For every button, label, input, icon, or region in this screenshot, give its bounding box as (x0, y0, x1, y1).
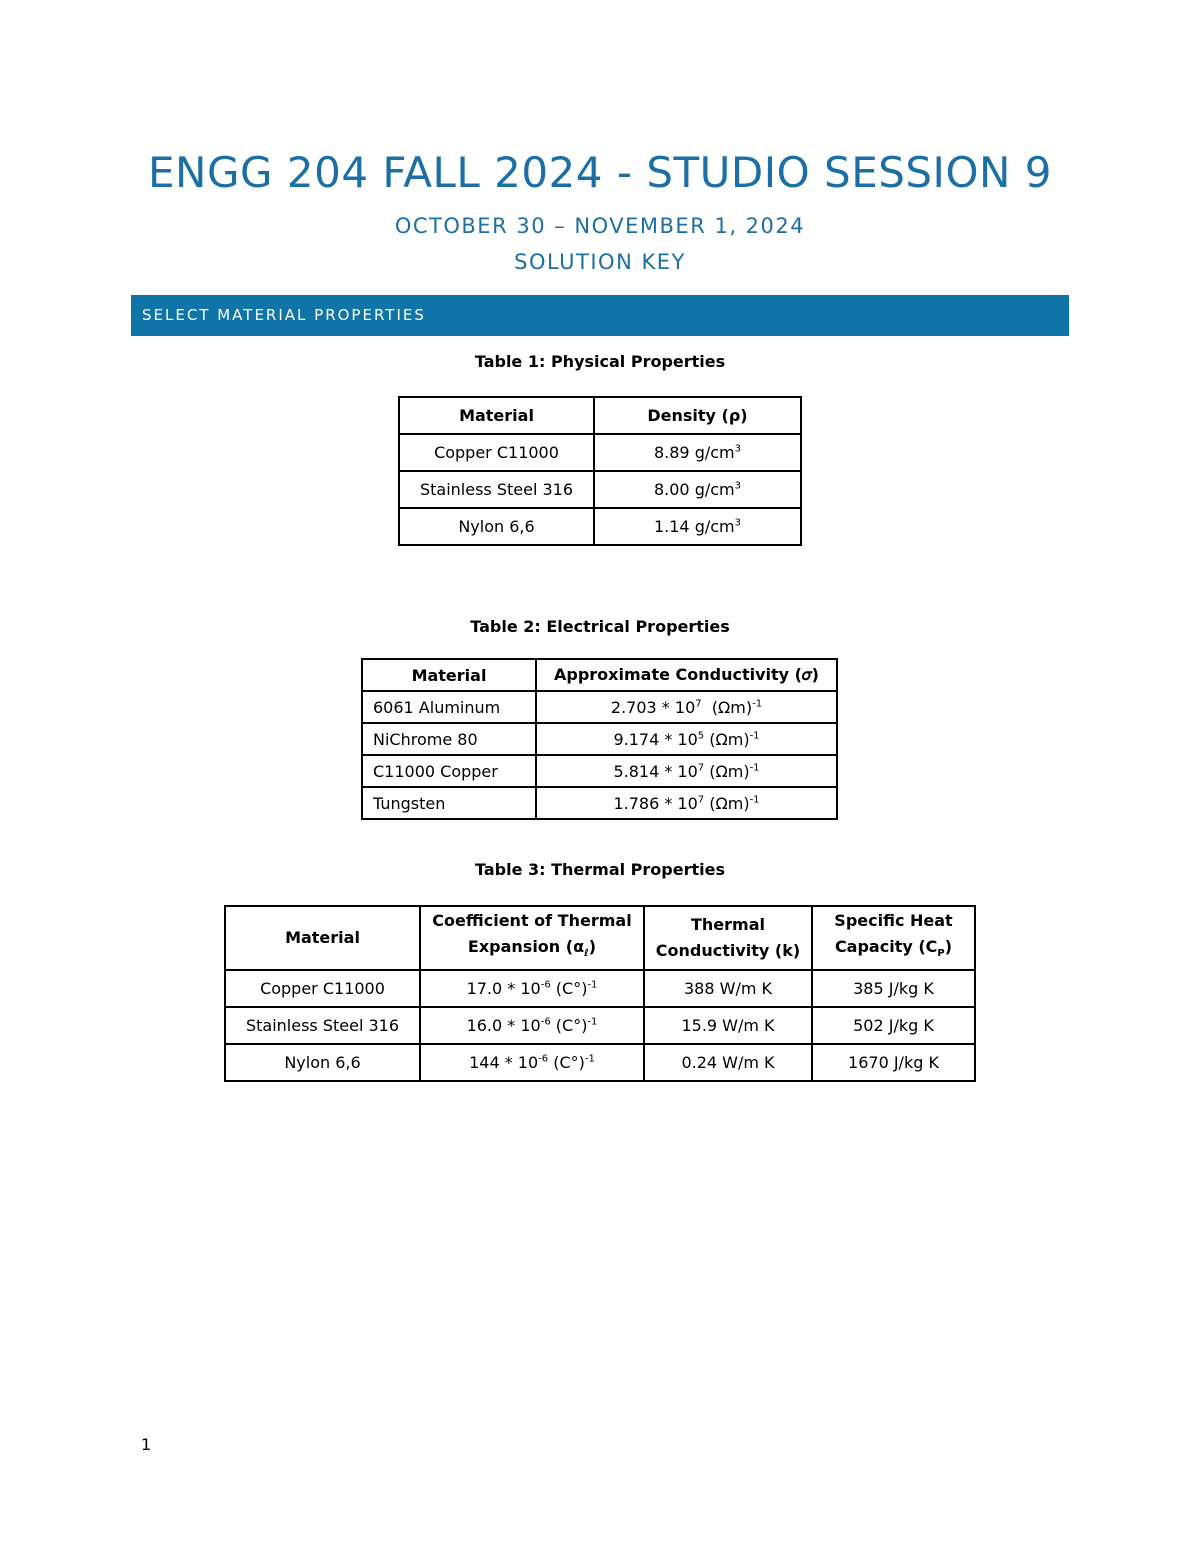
page-title: ENGG 204 FALL 2024 - STUDIO SESSION 9 (148, 148, 1052, 197)
column-header: Density (ρ) (594, 397, 801, 434)
column-header: Material (225, 906, 420, 970)
specific-heat-cell: 502 J/kg K (812, 1007, 975, 1044)
thermal-properties-table (224, 905, 976, 1082)
table1-caption: Table 1: Physical Properties (474, 352, 726, 371)
table-row (225, 1044, 975, 1081)
density-cell: 1.14 $g/cm^3$ (594, 508, 801, 545)
material-cell: Stainless Steel 316 (399, 471, 594, 508)
table3-caption: Table 3: Thermal Properties (475, 860, 725, 879)
table-header-row (225, 906, 975, 970)
table-row (362, 723, 837, 755)
table-row (362, 691, 837, 723)
thermal-conductivity-cell: 15.9 W/m K (644, 1007, 812, 1044)
thermal-conductivity-cell: 388 W/m K (644, 970, 812, 1007)
table2-caption: Table 2: Electrical Properties (470, 617, 730, 636)
material-cell: 6061 Aluminum (362, 691, 536, 723)
date-range: OCTOBER 30 – NOVEMBER 1, 2024 (394, 214, 806, 238)
column-header: Material (362, 659, 536, 691)
conductivity-cell: $5.814 * 10^7$ $(\Omega m)^{-1}$ (536, 755, 837, 787)
material-cell: Copper C11000 (399, 434, 594, 471)
table-header-row (362, 659, 837, 691)
specific-heat-cell: 385 J/kg K (812, 970, 975, 1007)
electrical-properties-table (361, 658, 838, 820)
specific-heat-cell: 1670 J/kg K (812, 1044, 975, 1081)
table-row (399, 434, 801, 471)
expansion-cell: $144 * 10^{-6}$ $(C^\circ)^{-1}$ (420, 1044, 644, 1081)
material-cell: Nylon 6,6 (399, 508, 594, 545)
expansion-cell: $17.0 * 10^{-6}$ $(C^\circ)^{-1}$ (420, 970, 644, 1007)
material-cell: Nylon 6,6 (225, 1044, 420, 1081)
density-cell: 8.89 $g/cm^3$ (594, 434, 801, 471)
material-cell: Tungsten (362, 787, 536, 819)
table-row (362, 755, 837, 787)
section-heading: SELECT MATERIAL PROPERTIES (131, 295, 1069, 336)
column-header: Coefficient of Thermal Expansion $(\alpha_\ell)$ (420, 906, 644, 970)
physical-properties-table (398, 396, 802, 546)
material-cell: NiChrome 80 (362, 723, 536, 755)
table-row (399, 508, 801, 545)
table-row (225, 970, 975, 1007)
thermal-conductivity-cell: 0.24 W/m K (644, 1044, 812, 1081)
column-header: Thermal Conductivity (k) (644, 906, 812, 970)
conductivity-cell: $9.174 * 10^5$ $(\Omega m)^{-1}$ (536, 723, 837, 755)
material-cell: Stainless Steel 316 (225, 1007, 420, 1044)
table-header-row (399, 397, 801, 434)
table-row (399, 471, 801, 508)
conductivity-cell: $2.703 * 10^7$ $(\Omega m)^{-1}$ (536, 691, 837, 723)
material-cell: C11000 Copper (362, 755, 536, 787)
table-row (362, 787, 837, 819)
density-cell: 8.00 $g/cm^3$ (594, 471, 801, 508)
column-header: Specific Heat Capacity $(C_P)$ (812, 906, 975, 970)
material-cell: Copper C11000 (225, 970, 420, 1007)
conductivity-cell: $1.786 * 10^7$ $(\Omega m)^{-1}$ (536, 787, 837, 819)
page-number: 1 (141, 1435, 152, 1454)
table-row (225, 1007, 975, 1044)
document-subtitle: SOLUTION KEY (514, 250, 686, 274)
column-header: Material (399, 397, 594, 434)
column-header: Approximate Conductivity (𝜎) (536, 659, 837, 691)
expansion-cell: $16.0 * 10^{-6}$ $(C^\circ)^{-1}$ (420, 1007, 644, 1044)
